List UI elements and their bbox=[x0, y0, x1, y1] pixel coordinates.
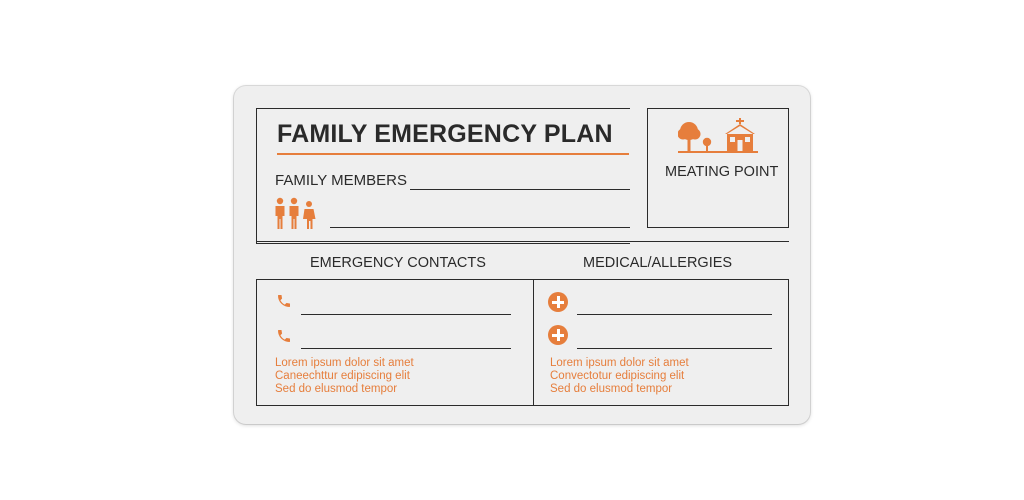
medical-note-line: Lorem ipsum dolor sit amet bbox=[550, 357, 689, 369]
medical-line-1[interactable] bbox=[577, 314, 772, 315]
medical-note-line: Convectotur edipiscing elit bbox=[550, 369, 685, 382]
title-underline bbox=[277, 153, 629, 155]
medical-line-2[interactable] bbox=[577, 348, 772, 349]
phone-icon bbox=[276, 293, 292, 309]
contact-line-1[interactable] bbox=[301, 314, 511, 315]
medical-plus-icon bbox=[548, 325, 568, 345]
medical-allergies-heading: MEDICAL/ALLERGIES bbox=[583, 255, 733, 271]
contacts-note-line: Caneechttur edipiscing elit bbox=[275, 369, 410, 382]
phone-icon bbox=[276, 328, 292, 344]
medical-note-line: Sed do elusmod tempor bbox=[550, 382, 673, 395]
medical-note bbox=[550, 357, 689, 395]
page-title: FAMILY EMERGENCY PLAN bbox=[277, 120, 613, 148]
contacts-note bbox=[275, 357, 414, 395]
family-members-line-1[interactable] bbox=[410, 189, 630, 190]
contacts-note-line: Sed do elusmod tempor bbox=[275, 382, 398, 395]
family-icon bbox=[273, 197, 319, 231]
emergency-contacts-heading: EMERGENCY CONTACTS bbox=[310, 255, 486, 271]
medical-plus-icon bbox=[548, 292, 568, 312]
family-members-label: FAMILY MEMBERS bbox=[275, 172, 407, 189]
column-divider bbox=[533, 280, 534, 405]
meeting-point-label: MEATING POINT bbox=[665, 164, 779, 180]
meeting-point-section bbox=[647, 108, 789, 228]
section-divider bbox=[256, 241, 789, 242]
contacts-note-line: Lorem ipsum dolor sit amet bbox=[275, 357, 414, 369]
tree-and-house-icon bbox=[678, 116, 760, 156]
family-members-line-2[interactable] bbox=[330, 227, 630, 228]
emergency-plan-card bbox=[234, 86, 810, 424]
contact-line-2[interactable] bbox=[301, 348, 511, 349]
header-section bbox=[256, 108, 630, 244]
contacts-medical-section bbox=[256, 279, 789, 406]
